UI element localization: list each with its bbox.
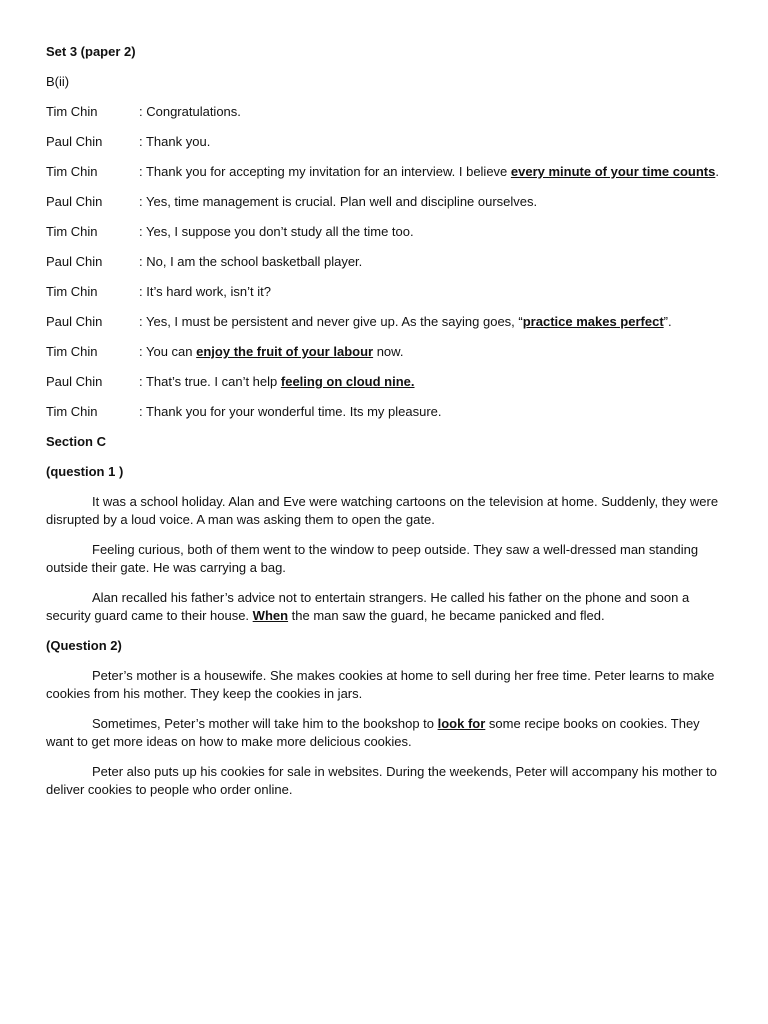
dialogue-line — [46, 373, 726, 391]
utterance: : Thank you for accepting my invitation for an interview. I believe every minute of your time counts. — [139, 164, 719, 179]
paragraph: It was a school holiday. Alan and Eve were watching cartoons on the television at home. Suddenly, they were disrupted by a loud voice. A man was asking them to open the gate. — [46, 494, 719, 527]
highlighted-phrase: enjoy the fruit of your labour — [196, 344, 374, 359]
dialogue — [46, 103, 726, 421]
dialogue-line — [46, 133, 726, 151]
dialogue-line — [46, 343, 726, 361]
speaker-name: Tim Chin — [46, 344, 98, 359]
paragraph: Peter also puts up his cookies for sale in websites. During the weekends, Peter will accompany his mother to deliver cookies to people who order online. — [46, 764, 718, 797]
document-subheading: B(ii) — [46, 74, 70, 89]
utterance: : Thank you. — [139, 134, 211, 149]
utterance: : It’s hard work, isn’t it? — [139, 284, 271, 299]
utterance: : Thank you for your wonderful time. Its my pleasure. — [139, 404, 442, 419]
highlighted-phrase: feeling on cloud nine. — [280, 374, 415, 389]
paragraph: Peter’s mother is a housewife. She makes cookies at home to sell during her free time. Peter learns to make cookies from his mother. They keep the cookies in jars. — [46, 668, 715, 701]
dialogue-line — [46, 253, 726, 271]
highlighted-phrase: When — [252, 608, 289, 623]
question-label: (question 1 ) — [46, 464, 124, 479]
utterance: : Yes, I must be persistent and never give up. As the saying goes, “practice makes perfect”. — [139, 314, 672, 329]
document-heading: Set 3 (paper 2) — [46, 44, 136, 59]
paragraph: Alan recalled his father’s advice not to entertain strangers. He called his father on the phone and soon a security guard came to their house. When the man saw the guard, he became panicked and fled. — [46, 590, 690, 623]
highlighted-phrase: look for — [437, 716, 486, 731]
utterance: : Congratulations. — [139, 104, 241, 119]
utterance: : Yes, time management is crucial. Plan well and discipline ourselves. — [139, 194, 538, 209]
dialogue-line — [46, 193, 726, 211]
question-label: (Question 2) — [46, 638, 122, 653]
dialogue-line — [46, 283, 726, 301]
dialogue-line — [46, 313, 726, 331]
speaker-name: Tim Chin — [46, 404, 98, 419]
speaker-name: Paul Chin — [46, 254, 103, 269]
speaker-name: Tim Chin — [46, 284, 98, 299]
speaker-name: Paul Chin — [46, 374, 103, 389]
dialogue-line — [46, 103, 726, 121]
document-page — [46, 43, 726, 811]
utterance: : You can enjoy the fruit of your labour now. — [139, 344, 404, 359]
utterance: : No, I am the school basketball player. — [139, 254, 363, 269]
utterance: : That’s true. I can’t help feeling on cloud nine. — [139, 374, 415, 389]
utterance: : Yes, I suppose you don’t study all the time too. — [139, 224, 414, 239]
dialogue-line — [46, 223, 726, 241]
speaker-name: Paul Chin — [46, 194, 103, 209]
speaker-name: Paul Chin — [46, 134, 103, 149]
section-title: Section C — [46, 434, 106, 449]
speaker-name: Tim Chin — [46, 104, 98, 119]
paragraph: Feeling curious, both of them went to the window to peep outside. They saw a well-dressed man standing outside their gate. He was carrying a bag. — [46, 542, 699, 575]
highlighted-phrase: every minute of your time counts — [510, 164, 716, 179]
paragraph: Sometimes, Peter’s mother will take him to the bookshop to look for some recipe books on cookies. They want to get more ideas on how to make more delicious cookies. — [46, 716, 700, 749]
dialogue-line — [46, 163, 726, 181]
speaker-name: Tim Chin — [46, 224, 98, 239]
highlighted-phrase: practice makes perfect — [522, 314, 664, 329]
dialogue-line — [46, 403, 726, 421]
speaker-name: Paul Chin — [46, 314, 103, 329]
speaker-name: Tim Chin — [46, 164, 98, 179]
